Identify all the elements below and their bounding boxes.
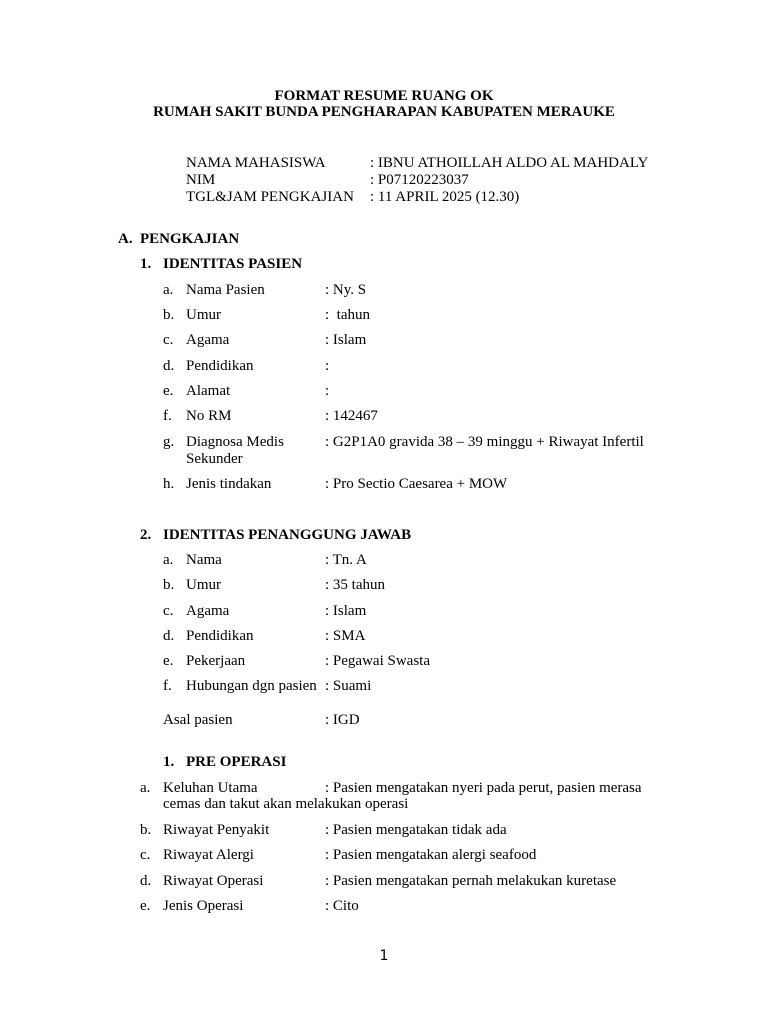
item-label: Nama Pasien [186,282,265,298]
student-name-label: NAMA MAHASISWA [186,155,326,171]
item-label: Riwayat Penyakit [163,822,270,838]
item-value: : Suami [325,678,372,694]
item-value-continuation: cemas dan takut akan melakukan operasi [163,796,409,812]
section-a-marker: A. [118,231,133,247]
item-letter: d. [163,358,175,374]
item-label: No RM [186,408,232,424]
item-letter: g. [163,434,175,450]
item-label: Keluhan Utama [163,780,258,796]
asal-pasien-value: : IGD [325,712,360,728]
item-value: : Pasien mengatakan pernah melakukan kuretase [325,873,617,889]
item-label: Jenis Operasi [163,898,244,914]
item-value: : 142467 [325,408,378,424]
item-letter: b. [163,577,175,593]
document-title: FORMAT RESUME RUANG OK [274,88,494,104]
item-label: Nama [186,552,222,568]
item-label: Hubungan dgn pasien [186,678,317,694]
item-label: Diagnosa Medis [186,434,284,450]
hospital-name: RUMAH SAKIT BUNDA PENGHARAPAN KABUPATEN MERAUKE [153,104,615,120]
item-value: : Ny. S [325,282,367,298]
item-label: Agama [186,332,230,348]
item-letter: b. [140,822,152,838]
item-label-continuation: Sekunder [186,451,243,467]
item-value: : Islam [325,603,367,619]
item-letter: a. [163,552,174,568]
page-number: 1 [379,948,389,964]
item-label: Alamat [186,383,231,399]
item-letter: d. [140,873,152,889]
item-letter: c. [163,603,174,619]
item-label: Jenis tindakan [186,476,272,492]
identitas-pasien-number: 1. [140,256,152,272]
pre-operasi-number: 1. [163,754,175,770]
item-letter: f. [163,678,172,694]
item-letter: e. [163,653,174,669]
student-name-value: : IBNU ATHOILLAH ALDO AL MAHDALY [370,155,649,171]
item-value: : Pasien mengatakan nyeri pada perut, pasien merasa [325,780,642,796]
item-letter: c. [163,332,174,348]
item-letter: f. [163,408,172,424]
item-value: : SMA [325,628,366,644]
item-value: : Pegawai Swasta [325,653,430,669]
item-letter: d. [163,628,175,644]
item-letter: b. [163,307,175,323]
item-label: Pendidikan [186,358,254,374]
item-label: Riwayat Operasi [163,873,264,889]
item-label: Pendidikan [186,628,254,644]
item-value: : G2P1A0 gravida 38 – 39 minggu + Riwayat Infertil [325,434,644,450]
item-value: : 35 tahun [325,577,385,593]
item-letter: e. [140,898,151,914]
item-value: : Pro Sectio Caesarea + MOW [325,476,508,492]
item-value: : Pasien mengatakan tidak ada [325,822,507,838]
item-value: : Tn. A [325,552,367,568]
item-label: Umur [186,307,221,323]
asal-pasien-label: Asal pasien [163,712,233,728]
assessment-date-label: TGL&JAM PENGKAJIAN [186,189,354,205]
item-letter: c. [140,847,151,863]
identitas-pasien-heading: IDENTITAS PASIEN [163,256,303,272]
item-value: : Islam [325,332,367,348]
item-value: : [325,358,330,374]
item-label: Agama [186,603,230,619]
item-letter: h. [163,476,175,492]
nim-label: NIM [186,172,216,188]
section-a-title: PENGKAJIAN [140,231,240,247]
penanggung-jawab-number: 2. [140,527,152,543]
item-label: Pekerjaan [186,653,246,669]
item-label: Umur [186,577,221,593]
nim-value: : P07120223037 [370,172,469,188]
item-letter: e. [163,383,174,399]
item-value: : Pasien mengatakan alergi seafood [325,847,537,863]
item-label: Riwayat Alergi [163,847,254,863]
pre-operasi-heading: PRE OPERASI [186,754,287,770]
penanggung-jawab-heading: IDENTITAS PENANGGUNG JAWAB [163,527,412,543]
item-letter: a. [140,780,151,796]
item-value: : Cito [325,898,359,914]
item-letter: a. [163,282,174,298]
assessment-date-value: : 11 APRIL 2025 (12.30) [370,189,520,205]
item-value: : [325,383,330,399]
item-value: : tahun [325,307,370,323]
